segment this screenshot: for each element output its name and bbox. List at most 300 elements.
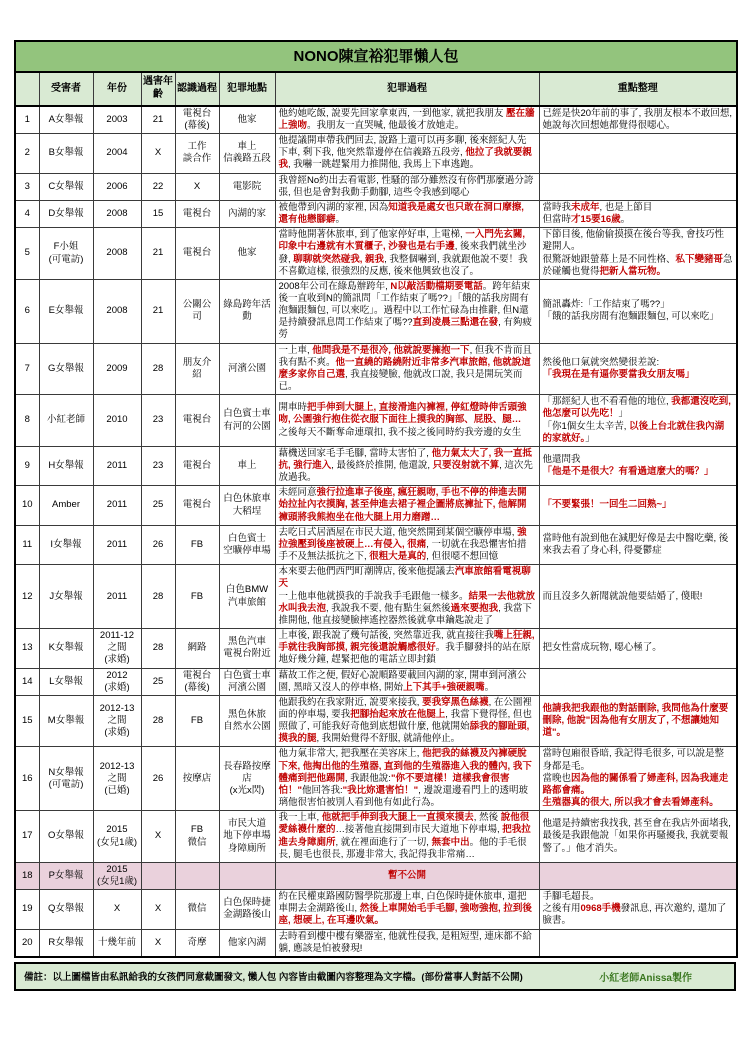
table-row bbox=[15, 747, 737, 811]
highlighted-text: 他問我是不是很冷, 他就說要擁抱一下 bbox=[312, 344, 470, 356]
summary-cell bbox=[539, 747, 737, 811]
plain-text: 未經同意 bbox=[278, 487, 317, 499]
plain-text: 電視台 bbox=[182, 414, 212, 426]
year-cell bbox=[93, 446, 141, 485]
location-cell bbox=[219, 811, 275, 863]
plain-text: 17 bbox=[21, 830, 33, 842]
table-row bbox=[15, 106, 737, 134]
channel-cell bbox=[175, 525, 219, 564]
plain-text: , 在公園裡面的停車場, 要我 bbox=[278, 696, 532, 720]
plain-text: 2 bbox=[24, 147, 30, 159]
plain-text: 21 bbox=[152, 247, 164, 259]
plain-text: F小姐 bbox=[53, 241, 79, 253]
process-cell bbox=[275, 228, 539, 280]
plain-text: 工作 bbox=[187, 141, 207, 153]
plain-text: 28 bbox=[152, 642, 164, 654]
plain-text: 之後有用 bbox=[542, 903, 581, 915]
plain-text: 已經是快20年前的事了, 我朋友根本不敢回想, 她說每次回想她都覺得很噁心。 bbox=[542, 107, 732, 131]
location-cell bbox=[219, 695, 275, 747]
victim-cell bbox=[39, 228, 93, 280]
process-cell bbox=[275, 134, 539, 173]
plain-text: 12 bbox=[21, 590, 33, 602]
plain-text: 電視台 bbox=[182, 460, 212, 471]
plain-text: 2012 bbox=[106, 669, 128, 681]
plain-text: 「你1個女生太辛苦, bbox=[542, 420, 630, 432]
plain-text: 內湖的家 bbox=[227, 207, 266, 219]
plain-text: 22 bbox=[152, 180, 164, 192]
highlighted-text: 結果一去他就放水叫我去泡 bbox=[278, 590, 536, 614]
highlighted-text: 「他是不是很大？有看過這麼大的嗎？」 bbox=[542, 466, 714, 478]
plain-text: FB bbox=[190, 590, 204, 602]
victim-cell bbox=[39, 565, 93, 629]
plain-text: A女舉報 bbox=[48, 113, 84, 125]
victim-cell bbox=[39, 106, 93, 134]
row-number-cell bbox=[15, 525, 39, 564]
plain-text: 白色保時捷 bbox=[223, 897, 271, 909]
highlighted-text: 知道我是處女也只敢在洞口摩擦, 還有他戀腳癖 bbox=[278, 201, 524, 226]
row-number-cell bbox=[15, 134, 39, 173]
table-row bbox=[15, 343, 737, 395]
location-cell bbox=[219, 486, 275, 525]
row-number-cell bbox=[15, 629, 39, 668]
table-row bbox=[15, 811, 737, 863]
header-row bbox=[15, 72, 737, 106]
summary-cell bbox=[539, 629, 737, 668]
age-cell bbox=[141, 862, 175, 889]
summary-cell bbox=[539, 134, 737, 173]
location-cell bbox=[219, 668, 275, 695]
plain-text: 急於碰觸也覺得 bbox=[542, 253, 733, 277]
plain-text: 25 bbox=[152, 675, 164, 687]
row-number-cell bbox=[15, 228, 39, 280]
victim-cell bbox=[39, 486, 93, 525]
plain-text: , 邊說還邊看門上的透明玻璃他很害怕被別人看到他有如此行為。 bbox=[278, 784, 528, 809]
plain-text: 十幾年前 bbox=[97, 936, 136, 948]
plain-text: 電視台 bbox=[182, 669, 212, 681]
highlighted-text: 過來要抱我 bbox=[450, 602, 499, 614]
row-number-cell bbox=[15, 862, 39, 889]
plain-text: 2003 bbox=[106, 113, 128, 125]
plain-text: (幕後) bbox=[184, 119, 210, 131]
highlighted-text: 「我現在是有逼你要當我女朋友嗎」 bbox=[542, 368, 695, 380]
plain-text: 他還是持續密我找我, 甚至會在我店外面堵我, 最後是我跟他說「如果你再騷擾我, 我就要報警了。」他才消失。 bbox=[542, 818, 731, 854]
highlighted-text: 嘴上狂親, 手就往我胸部摸, 親完後還說觸感很好 bbox=[278, 630, 535, 654]
year-cell bbox=[93, 228, 141, 280]
table-body bbox=[15, 106, 737, 957]
row-number-cell bbox=[15, 811, 39, 863]
plain-text: 藉機送回家毛手毛腳, 當時太害怕了, bbox=[278, 447, 432, 459]
plain-text: 。我手腳發抖的站在原地好幾分鐘, 趕緊把他的電話立即封鎖 bbox=[278, 642, 531, 666]
process-cell bbox=[275, 929, 539, 957]
highlighted-text: 說他很愛絲襪什麼的 bbox=[278, 812, 530, 836]
plain-text: 2010 bbox=[106, 414, 128, 426]
location-cell bbox=[219, 565, 275, 629]
summary-cell bbox=[539, 106, 737, 134]
plain-text: R女舉報 bbox=[48, 936, 84, 948]
summary-cell bbox=[539, 695, 737, 747]
plain-text: 26 bbox=[152, 772, 164, 784]
highlighted-text: 強行拉進車子後座, 瘋狂親吻, 手也不停的伸進去開始拉扯內衣摸胸, 甚至伸進去裙子裡企圖將底褲扯下, 他解開褲頭將我熊抱坐在他大腿上用力磨蹭… bbox=[278, 487, 527, 523]
plain-text: 但當時 bbox=[542, 214, 572, 226]
table-row bbox=[15, 486, 737, 525]
plain-text: 發訊息, 再次邀約, 還加了臉書。 bbox=[542, 903, 727, 927]
victim-cell bbox=[39, 629, 93, 668]
location-cell bbox=[219, 228, 275, 280]
highlighted-text: 暫不公開 bbox=[387, 869, 426, 881]
plain-text: , 一切就在我恐懼害怕措手不及無法抵抗之下, bbox=[278, 538, 527, 563]
plain-text: 當時包廂很昏暗, 我記得毛很多, 可以說是整身都是毛。 bbox=[542, 748, 725, 772]
table-row bbox=[15, 200, 737, 227]
plain-text: 網路 bbox=[187, 642, 207, 654]
age-cell bbox=[141, 890, 175, 929]
page-title: NONO陳宣裕犯罪懶人包 bbox=[15, 41, 737, 72]
table-row bbox=[15, 228, 737, 280]
plain-text: 。他的手毛很長, 腿毛也很長, 那邊非常大, 我記得我非常痛… bbox=[278, 836, 527, 860]
plain-text: X bbox=[193, 180, 201, 192]
plain-text: 地下停車場 bbox=[223, 830, 271, 842]
plain-text: 18 bbox=[21, 869, 33, 881]
process-cell bbox=[275, 525, 539, 564]
channel-cell bbox=[175, 279, 219, 343]
plain-text: …接著他直接開到市民大道地下停車場, bbox=[335, 824, 503, 836]
channel-cell bbox=[175, 565, 219, 629]
plain-text: 15 bbox=[21, 715, 33, 727]
plain-text: 他跟我約在我家附近, 說要來接我, bbox=[278, 696, 423, 708]
plain-text: 白色BMW bbox=[225, 584, 269, 596]
plain-text: 。 bbox=[620, 214, 631, 226]
highlighted-text: 未成年 bbox=[571, 201, 600, 213]
plain-text: (可電訪) bbox=[48, 778, 84, 790]
plain-text: 約在民權東路國防醫學院那邊上車, 白色保時捷休旅車, 還把車開去金湖路後山, bbox=[278, 891, 527, 915]
table-row bbox=[15, 929, 737, 957]
victim-cell bbox=[39, 395, 93, 447]
plain-text: (求婚) bbox=[104, 681, 130, 693]
row-number-cell bbox=[15, 565, 39, 629]
process-cell bbox=[275, 565, 539, 629]
location-cell bbox=[219, 106, 275, 134]
plain-text: X bbox=[154, 147, 162, 159]
location-cell bbox=[219, 890, 275, 929]
table-row bbox=[15, 134, 737, 173]
age-cell bbox=[141, 134, 175, 173]
plain-text: (x光x閃) bbox=[229, 784, 265, 796]
summary-cell bbox=[539, 446, 737, 485]
plain-text: (求婚) bbox=[104, 727, 130, 739]
plain-text: , 我跟他說: bbox=[345, 772, 391, 784]
plain-text: , 我當下覺得怪, 但也照做了, 可能我好奇他到底想做什麼, 他就開始 bbox=[278, 708, 532, 733]
row-number-cell bbox=[15, 929, 39, 957]
plain-text: 信義路五段 bbox=[223, 153, 271, 165]
plain-text: 電影院 bbox=[232, 180, 262, 192]
row-number-cell bbox=[15, 173, 39, 200]
highlighted-text: N以敲活動檔期要電話 bbox=[390, 280, 483, 292]
plain-text: 。跨年結束後一直收到N的簡訊問「工作結束了嗎??」「餓的話我房間有泡麵跟麵包, 可以來吃」。過程中以工作忙碌為由推辭, 但N還是持續發訊息問工作結束了嗎?? bbox=[278, 280, 531, 329]
channel-cell bbox=[175, 200, 219, 227]
year-cell bbox=[93, 565, 141, 629]
footer-note: 備註：以上圖檔皆由私訊給我的女孩們同意截圖發文, 懶人包 內容皆由截圖內容整理為文字檔。(部份當事人對話不公開) bbox=[24, 972, 523, 984]
plain-text: 他力氣非常大, 把我壓在美容床上, bbox=[278, 748, 423, 760]
age-cell bbox=[141, 565, 175, 629]
age-cell bbox=[141, 200, 175, 227]
table-row bbox=[15, 279, 737, 343]
plain-text: 把女性當成玩物, 噁心極了。 bbox=[542, 642, 662, 654]
location-cell bbox=[219, 629, 275, 668]
plain-text: 2008 bbox=[106, 305, 128, 317]
plain-text: 朋友介紹 bbox=[182, 356, 212, 380]
highlighted-text: 壓在牆上強吻 bbox=[278, 107, 535, 131]
process-cell bbox=[275, 486, 539, 525]
summary-cell bbox=[539, 395, 737, 447]
channel-cell bbox=[175, 395, 219, 447]
plain-text: 綠島跨年活動 bbox=[223, 299, 271, 323]
victim-cell bbox=[39, 279, 93, 343]
age-cell bbox=[141, 525, 175, 564]
plain-text: 黑色休旅 bbox=[227, 708, 266, 720]
process-cell bbox=[275, 106, 539, 134]
age-cell bbox=[141, 279, 175, 343]
plain-text: 他回答我: bbox=[302, 784, 343, 796]
plain-text: 「那經紀人也不看看他的地位, bbox=[542, 396, 672, 408]
plain-text: 手腳毛超長。 bbox=[542, 891, 600, 903]
summary-cell bbox=[539, 279, 737, 343]
highlighted-text: 舔我的腳趾頭, 摸我的腿 bbox=[278, 721, 530, 745]
location-cell bbox=[219, 747, 275, 811]
highlighted-text: 把手伸到大腿上, 直接滑進內褲裡, 停紅燈時伸舌頭強吻, 公園強行抱住從衣服下面往上摸我的胸部、屁股、腿… bbox=[278, 402, 527, 426]
plain-text: X bbox=[113, 903, 121, 915]
plain-text: , 我直接變臉, 他就改口說, 我只是開玩笑而已。 bbox=[278, 368, 523, 393]
location-cell bbox=[219, 279, 275, 343]
highlighted-text: 一入門先玄關, 印象中右邊就有木質櫃子, 沙發也是右手邊 bbox=[278, 229, 525, 253]
plain-text: 白色賓士車 bbox=[223, 408, 271, 420]
age-cell bbox=[141, 811, 175, 863]
age-cell bbox=[141, 747, 175, 811]
plain-text: 之後每天不斷奪命連環扣, 我不接之後同時約我旁邊的女生 bbox=[278, 426, 522, 438]
year-cell bbox=[93, 279, 141, 343]
plain-text: D女舉報 bbox=[48, 207, 84, 219]
highlighted-text: 生殖器真的很大, 所以我才會去看婦產科。 bbox=[542, 797, 719, 809]
plain-text: 開車時 bbox=[278, 402, 308, 414]
channel-cell bbox=[175, 134, 219, 173]
channel-cell bbox=[175, 173, 219, 200]
process-cell bbox=[275, 629, 539, 668]
year-cell bbox=[93, 343, 141, 395]
plain-text: 下節目後, 他偷偷摸摸在後台等我, 會技巧性避開人。 bbox=[542, 229, 725, 253]
process-cell bbox=[275, 446, 539, 485]
highlighted-text: 私下變豬哥 bbox=[675, 253, 724, 265]
plain-text: I女舉報 bbox=[50, 538, 82, 550]
channel-cell bbox=[175, 629, 219, 668]
age-cell bbox=[141, 173, 175, 200]
plain-text: , 但很噁不想回憶 bbox=[426, 551, 499, 563]
plain-text: 大稻埕 bbox=[232, 505, 262, 517]
plain-text: 之間 bbox=[107, 642, 127, 654]
plain-text: 2008年公司在綠島辦跨年, bbox=[278, 280, 391, 292]
plain-text: 。 bbox=[484, 681, 495, 693]
plain-text: 6 bbox=[24, 305, 30, 317]
channel-cell bbox=[175, 747, 219, 811]
plain-text: , 有夠疲勞 bbox=[278, 317, 532, 341]
plain-text: (女兒1歲) bbox=[96, 876, 138, 887]
summary-cell bbox=[539, 890, 737, 929]
plain-text: O女舉報 bbox=[48, 830, 84, 842]
plain-text: 之間 bbox=[107, 715, 127, 727]
plain-text: 汽車旅館 bbox=[227, 596, 266, 608]
plain-text: 他約她吃飯, 說要先回家拿東西, 一到他家, 就把我朋友 bbox=[278, 107, 506, 119]
highlighted-text: 他就把手伸到我大腿上一直摸來摸去 bbox=[321, 812, 474, 824]
crime-summary-table bbox=[14, 40, 738, 958]
age-cell bbox=[141, 395, 175, 447]
summary-cell bbox=[539, 929, 737, 957]
plain-text: 。我朋友一直哭喊, 他最後才放她走。 bbox=[307, 119, 465, 131]
age-cell bbox=[141, 228, 175, 280]
plain-text: 2011 bbox=[106, 460, 128, 471]
plain-text: 然後他口氣就突然變很差說: bbox=[542, 356, 660, 368]
plain-text: , 最後終於推開, 他還說, bbox=[331, 460, 433, 471]
plain-text: 簡訊轟炸:「工作結束了嗎??」 bbox=[542, 299, 670, 311]
plain-text: , 就在裡面進行了一切, bbox=[335, 836, 432, 848]
plain-text: 15 bbox=[152, 207, 164, 219]
row-number-cell bbox=[15, 486, 39, 525]
victim-cell bbox=[39, 747, 93, 811]
plain-text: 28 bbox=[152, 715, 164, 727]
process-cell bbox=[275, 811, 539, 863]
highlighted-text: 把腳抬起來放在他腿上 bbox=[350, 708, 446, 720]
plain-text: 28 bbox=[152, 590, 164, 602]
plain-text: 黑色汽車 bbox=[227, 636, 266, 648]
plain-text: 車上 bbox=[237, 141, 257, 153]
plain-text: L女舉報 bbox=[49, 675, 83, 687]
plain-text: 2012-13 bbox=[99, 760, 135, 772]
year-cell bbox=[93, 173, 141, 200]
highlighted-text: 他拉了我就要親我 bbox=[278, 147, 532, 171]
plain-text: (女兒1歲) bbox=[96, 836, 138, 848]
channel-cell bbox=[175, 668, 219, 695]
victim-cell bbox=[39, 525, 93, 564]
year-cell bbox=[93, 106, 141, 134]
location-cell bbox=[219, 862, 275, 889]
plain-text: 我一上車, bbox=[278, 812, 322, 824]
year-cell bbox=[93, 525, 141, 564]
column-header-6: 犯罪過程 bbox=[275, 72, 539, 106]
plain-text: B女舉報 bbox=[48, 147, 84, 159]
plain-text: 他家內湖 bbox=[227, 936, 266, 948]
plain-text: 公關公司 bbox=[182, 299, 212, 323]
plain-text: 市民大道 bbox=[227, 818, 266, 830]
highlighted-text: 才15要16歲 bbox=[571, 214, 621, 226]
plain-text: 13 bbox=[21, 642, 33, 654]
plain-text: H女舉報 bbox=[48, 460, 84, 471]
plain-text: 2009 bbox=[106, 362, 128, 374]
age-cell bbox=[141, 629, 175, 668]
plain-text: 微信 bbox=[187, 903, 207, 915]
plain-text: 2015 bbox=[106, 863, 128, 875]
process-cell bbox=[275, 343, 539, 395]
title-row bbox=[15, 41, 737, 72]
channel-cell bbox=[175, 695, 219, 747]
year-cell bbox=[93, 629, 141, 668]
summary-cell bbox=[539, 862, 737, 889]
table-row bbox=[15, 173, 737, 200]
year-cell bbox=[93, 695, 141, 747]
highlighted-text: 強拉強壓到後座被硬上…有侵入, 很痛 bbox=[278, 526, 527, 550]
plain-text: 2008 bbox=[106, 207, 128, 219]
plain-text: (求婚) bbox=[104, 654, 130, 666]
age-cell bbox=[141, 343, 175, 395]
plain-text: 8 bbox=[24, 414, 30, 426]
plain-text: 25 bbox=[152, 499, 164, 511]
plain-text: 藉故工作之便, 假好心說順路要載回內湖的家, 開車到河濱公園, 黑暗又沒人的停車格, 開始 bbox=[278, 669, 527, 693]
footer-bar bbox=[14, 962, 736, 991]
summary-cell bbox=[539, 565, 737, 629]
plain-text: 他提議開車帶我們回去, 說路上還可以再多聊, 後來經紀人先下車, 剩下我, 他突然靠邊停在信義路五段旁, bbox=[278, 135, 527, 159]
plain-text: 7 bbox=[24, 362, 30, 374]
plain-text: (可電訪) bbox=[48, 253, 84, 265]
channel-cell bbox=[175, 446, 219, 485]
plain-text: C女舉報 bbox=[48, 180, 84, 192]
plain-text: 2011-12 bbox=[99, 630, 135, 642]
plain-text: , 然後 bbox=[473, 812, 501, 824]
plain-text: 14 bbox=[21, 675, 33, 687]
plain-text: 長春路按摩店 bbox=[223, 760, 271, 784]
channel-cell bbox=[175, 343, 219, 395]
plain-text: 金湖路後山 bbox=[223, 909, 271, 921]
plain-text: 11 bbox=[22, 538, 33, 550]
plain-text: 他家 bbox=[237, 247, 257, 259]
plain-text: 去吃日式居酒屋在市民大道, 他突然開到某個空曠停車場, bbox=[278, 526, 518, 538]
highlighted-text: 把新人當玩物。 bbox=[599, 265, 667, 277]
process-cell bbox=[275, 395, 539, 447]
victim-cell bbox=[39, 173, 93, 200]
plain-text: 28 bbox=[152, 362, 164, 374]
summary-cell bbox=[539, 200, 737, 227]
year-cell bbox=[93, 668, 141, 695]
row-number-cell bbox=[15, 446, 39, 485]
plain-text: 微信 bbox=[187, 836, 207, 848]
age-cell bbox=[141, 929, 175, 957]
channel-cell bbox=[175, 890, 219, 929]
table-row bbox=[15, 695, 737, 747]
highlighted-text: 他一直繞的路繞附近非常多汽車旅館, 他就說這麼多家你自己選 bbox=[278, 356, 531, 380]
plain-text: 很驚訝她跟螢幕上是不同性格、 bbox=[542, 253, 676, 265]
location-cell bbox=[219, 173, 275, 200]
plain-text: 被他帶到內湖的家裡, 因為 bbox=[278, 201, 389, 213]
plain-text: 有河的公園 bbox=[223, 420, 271, 432]
highlighted-text: 他力氣太大了, 我一直抵抗, 強行進入 bbox=[278, 447, 532, 471]
highlighted-text: 直到凌晨三點還在發 bbox=[412, 317, 499, 329]
plain-text: 河濱公園 bbox=[227, 362, 266, 374]
plain-text: 2015 bbox=[106, 824, 128, 836]
highlighted-text: "我比妳還害怕！" bbox=[342, 784, 419, 796]
plain-text: 」 bbox=[618, 408, 629, 420]
plain-text: 電視台 bbox=[182, 499, 212, 511]
plain-text: 他還問我 bbox=[542, 453, 581, 465]
plain-text: K女舉報 bbox=[48, 642, 84, 654]
process-cell bbox=[275, 668, 539, 695]
plain-text: 9 bbox=[24, 460, 30, 471]
plain-text: FB bbox=[190, 538, 204, 550]
victim-cell bbox=[39, 200, 93, 227]
plain-text: 白色休旅車 bbox=[223, 493, 271, 505]
plain-text: 之間 bbox=[107, 772, 127, 784]
location-cell bbox=[219, 525, 275, 564]
channel-cell bbox=[175, 486, 219, 525]
plain-text: 按摩店 bbox=[182, 772, 212, 784]
location-cell bbox=[219, 343, 275, 395]
summary-cell bbox=[539, 228, 737, 280]
process-cell bbox=[275, 695, 539, 747]
channel-cell bbox=[175, 811, 219, 863]
plain-text: , 但我不肯而且我有點不爽。 bbox=[278, 344, 532, 368]
